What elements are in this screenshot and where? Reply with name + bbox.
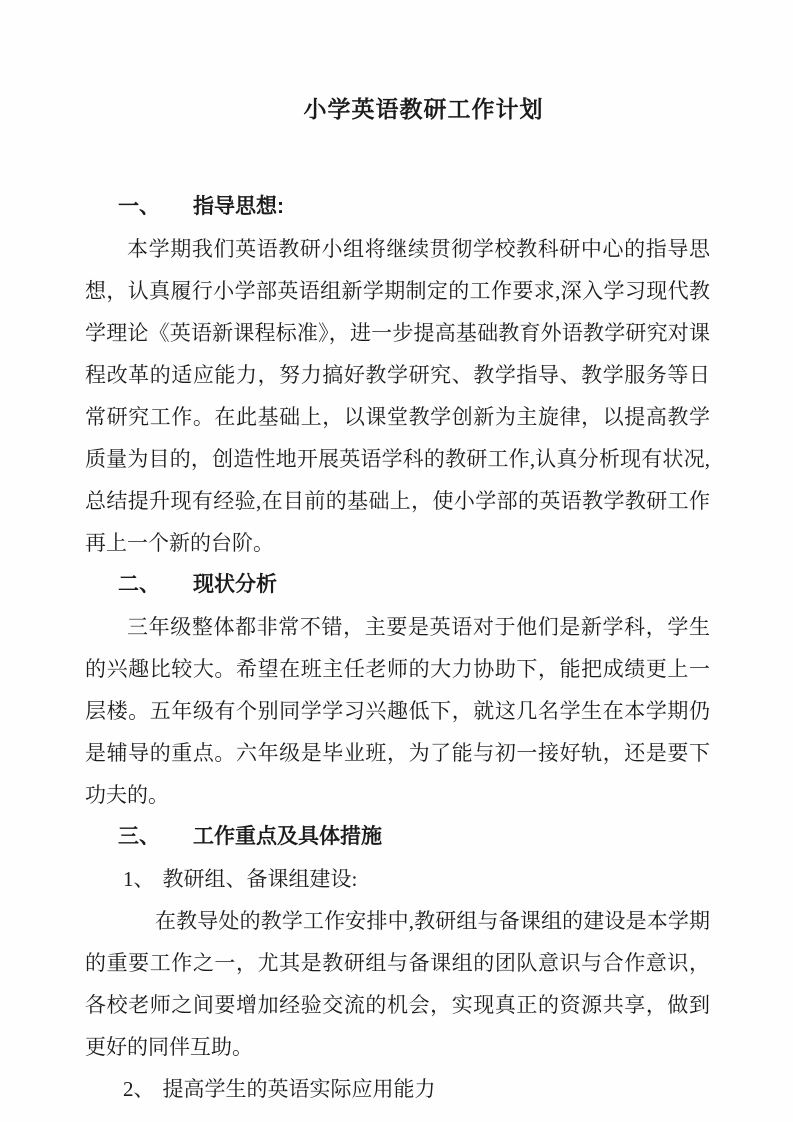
section-1-number: 一、	[118, 195, 160, 218]
document-title: 小学英语教研工作计划	[303, 96, 544, 122]
section-2-paragraph: 三年级整体都非常不错，主要是英语对于他们是新学科，学生的兴趣比较大。希望在班主任老师的大力协助下，能把成绩更上一层楼。五年级有个别同学学习兴趣低下，就这几名学生在本学期仍是辅导的重点。六年级是毕业班，为了能与初一接好轨，还是要下功夫的。	[85, 615, 710, 807]
list-item-2-text: 提高学生的英语实际应用能力	[162, 1077, 436, 1101]
section-3-heading-text: 工作重点及具体措施	[193, 825, 382, 848]
section-2-heading-text: 现状分析	[193, 573, 277, 596]
section-3-number: 三、	[118, 825, 160, 848]
list-item-1-text: 教研组、备课组建设:	[162, 867, 358, 891]
section-1-heading	[85, 186, 710, 228]
section-1-paragraph: 本学期我们英语教研小组将继续贯彻学校教科研中心的指导思想，认真履行小学部英语组新学期制定的工作要求,深入学习现代教学理论《英语新课程标准》，进一步提高基础教育外语教学研究对课程改革的适应能力，努力搞好教学研究、教学指导、教学服务等日常研究工作。在此基础上，以课堂教学创新为主旋律，以提高教学质量为目的，创造性地开展英语学科的教研工作,认真分析现有状况,总结提升现有经验,在目前的基础上，使小学部的英语教学教研工作再上一个新的台阶。	[85, 237, 710, 555]
list-item-1-paragraph: 在教导处的教学工作安排中,教研组与备课组的建设是本学期的重要工作之一，尤其是教研组与备课组的团队意识与合作意识，各校老师之间要增加经验交流的机会，实现真正的资源共享，做到更好的同伴互助。	[85, 909, 710, 1059]
list-item-1-label: 1、	[123, 867, 155, 891]
section-2-heading	[85, 564, 710, 606]
list-item-2-label: 2、	[123, 1077, 155, 1101]
list-item-2	[85, 1068, 710, 1110]
section-3-heading	[85, 816, 710, 858]
section-1-heading-text: 指导思想:	[193, 195, 284, 218]
list-item-1	[85, 858, 710, 900]
section-2-number: 二、	[118, 573, 160, 596]
